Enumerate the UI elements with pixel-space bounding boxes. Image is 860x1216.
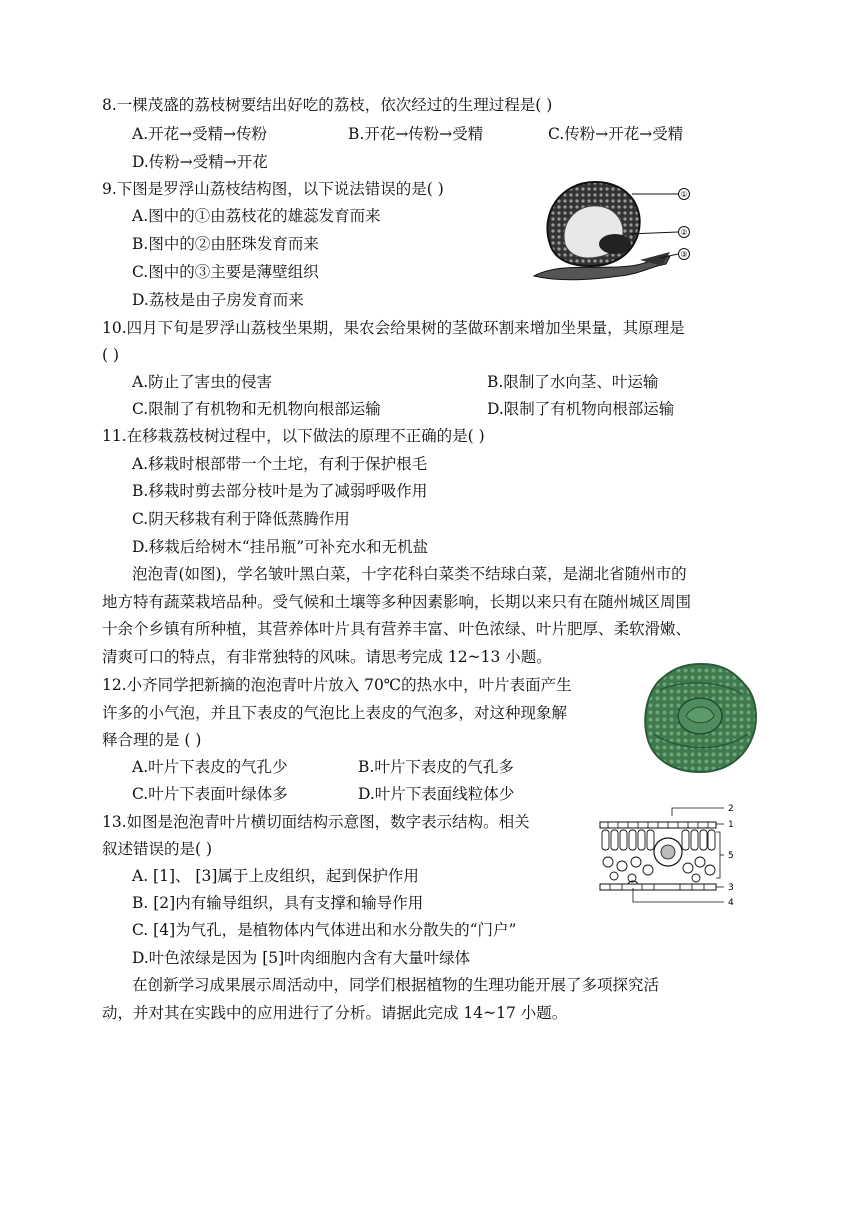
q9-option-a: A.图中的①由荔枝花的雄蕊发育而来 — [132, 207, 381, 225]
leaf-label-3: 3 — [728, 883, 734, 893]
q8-option-b: B.开花→传粉→受精 — [348, 125, 484, 143]
q13-option-a: A. [1]、 [3]属于上皮组织，起到保护作用 — [132, 867, 419, 885]
question-9-stem: 9.下图是罗浮山荔枝结构图，以下说法错误的是( ) — [102, 180, 444, 198]
leaf-cross-section-figure — [596, 796, 746, 912]
passage2-line1: 在创新学习成果展示周活动中，同学们根据植物的生理功能开展了多项探究活 — [132, 976, 660, 994]
leaf-label-2: 2 — [728, 804, 734, 814]
litchi-seed — [599, 234, 631, 254]
question-12-stem-line2: 许多的小气泡，并且下表皮的气泡比上表皮的气泡多，对这种现象解 — [102, 704, 568, 722]
q12-option-d: D.叶片下表面线粒体少 — [358, 785, 515, 803]
question-13-stem-line1: 13.如图是泡泡青叶片横切面结构示意图，数字表示结构。相关 — [102, 813, 530, 831]
q13-option-d: D.叶色浓绿是因为 [5]叶肉细胞内含有大量叶绿体 — [132, 949, 471, 967]
passage1-line4: 清爽可口的特点，有非常独特的风味。请思考完成 12~13 小题。 — [102, 648, 552, 666]
question-10-stem-line1: 10.四月下旬是罗浮山荔枝坐果期，果农会给果树的茎做环割来增加坐果量，其原理是 — [102, 319, 685, 337]
question-12-stem-line3: 释合理的是 ( ) — [102, 731, 202, 749]
q12-option-a: A.叶片下表皮的气孔少 — [132, 758, 288, 776]
q13-option-b: B. [2]内有输导组织，具有支撑和输导作用 — [132, 894, 424, 912]
litchi-label-2: ② — [680, 228, 688, 237]
q9-option-b: B.图中的②由胚珠发育而来 — [132, 235, 319, 253]
q12-option-b: B.叶片下表皮的气孔多 — [358, 758, 514, 776]
q11-option-a: A.移栽时根部带一个土坨，有利于保护根毛 — [132, 455, 428, 473]
question-8-stem: 8.一棵茂盛的荔枝树要结出好吃的荔枝，依次经过的生理过程是( ) — [102, 96, 553, 114]
q8-option-d: D.传粉→受精→开花 — [132, 153, 268, 171]
q10-option-b: B.限制了水向茎、叶运输 — [487, 373, 659, 391]
question-12-stem-line1: 12.小齐同学把新摘的泡泡青叶片放入 70℃的热水中，叶片表面产生 — [102, 676, 572, 694]
q9-option-d: D.荔枝是由子房发育而来 — [132, 291, 304, 309]
question-13-stem-line2: 叙述错误的是( ) — [102, 840, 213, 858]
q11-option-d: D.移栽后给树木“挂吊瓶”可补充水和无机盐 — [132, 538, 429, 556]
q10-option-d: D.限制了有机物向根部运输 — [487, 400, 675, 418]
q12-option-c: C.叶片下表面叶绿体多 — [132, 785, 288, 803]
q11-option-b: B.移栽时剪去部分枝叶是为了减弱呼吸作用 — [132, 482, 428, 500]
q9-option-c: C.图中的③主要是薄壁组织 — [132, 263, 319, 281]
passage1-line1: 泡泡青(如图)，学名皱叶黑白菜，十字花科白菜类不结球白菜，是湖北省随州市的 — [132, 565, 687, 583]
litchi-label-3: ③ — [680, 250, 688, 259]
question-11-stem: 11.在移栽荔枝树过程中，以下做法的原理不正确的是( ) — [102, 427, 485, 445]
litchi-structure-figure — [520, 174, 700, 286]
passage1-line2: 地方特有蔬菜栽培品种。受气候和土壤等多种因素影响，长期以来只有在随州城区周围 — [102, 593, 692, 611]
paopaoqing-cabbage-figure — [640, 660, 762, 776]
q10-option-c: C.限制了有机物和无机物向根部运输 — [132, 400, 381, 418]
leaf-label-5: 5 — [728, 851, 734, 861]
q11-option-c: C.阴天移栽有利于降低蒸腾作用 — [132, 510, 350, 528]
q13-option-c: C. [4]为气孔，是植物体内气体进出和水分散失的“门户” — [132, 921, 517, 939]
q8-option-c: C.传粉→开花→受精 — [548, 125, 684, 143]
leaf-label-4: 4 — [728, 898, 734, 908]
passage1-line3: 十余个乡镇有所种植，其营养体叶片具有营养丰富、叶色浓绿、叶片肥厚、柔软滑嫩、 — [102, 620, 692, 638]
q10-option-a: A.防止了害虫的侵害 — [132, 373, 273, 391]
q8-option-a: A.开花→受精→传粉 — [132, 125, 268, 143]
passage2-line2: 动，并对其在实践中的应用进行了分析。请据此完成 14~17 小题。 — [102, 1004, 568, 1022]
litchi-label-1: ① — [680, 190, 688, 199]
leaf-label-1: 1 — [728, 820, 734, 830]
question-10-stem-line2: ( ) — [102, 346, 120, 364]
